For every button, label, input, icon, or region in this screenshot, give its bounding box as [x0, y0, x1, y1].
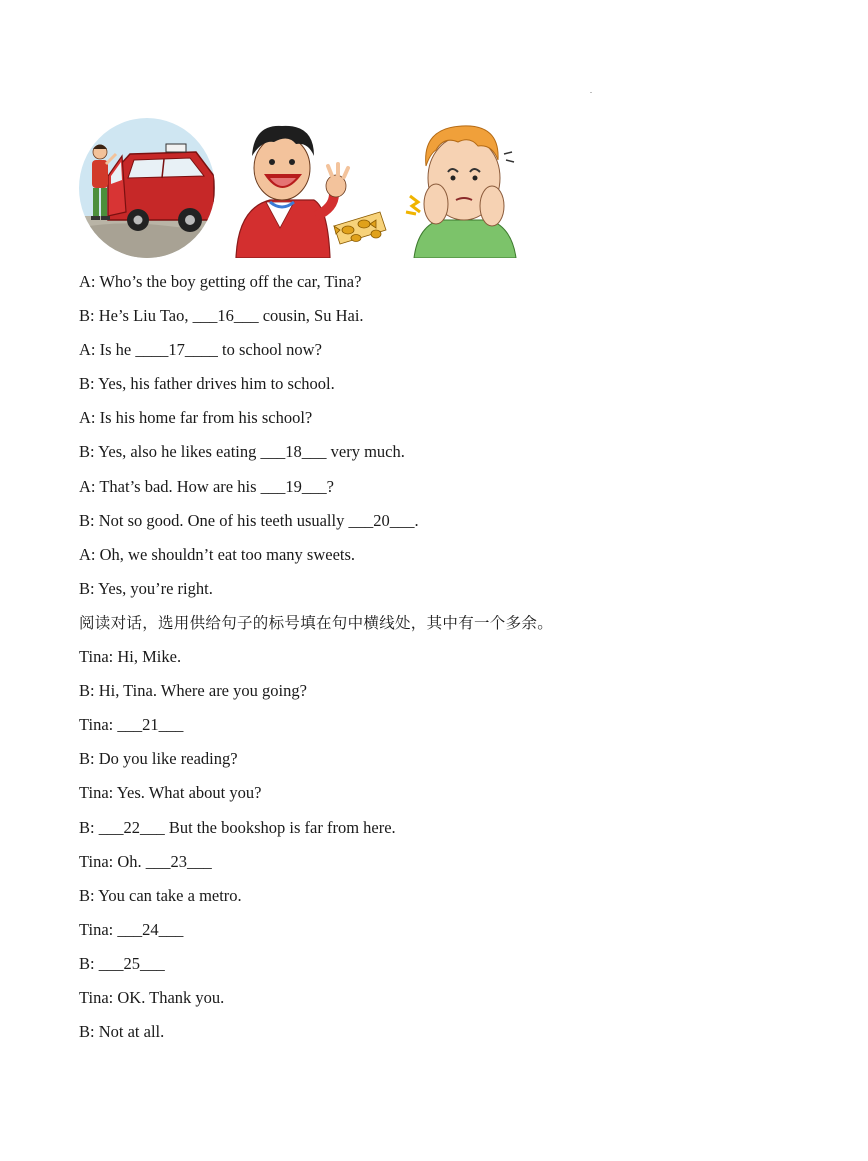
dialogue2-line-1	[79, 643, 839, 677]
dialogue1-line-10	[79, 575, 839, 609]
dialogue2-line-6	[79, 814, 839, 848]
blank-16: ___16___	[192, 306, 259, 326]
dialogue2-line-10	[79, 950, 839, 984]
dialogue2-line-11	[79, 984, 839, 1018]
dialogue2-line-2	[79, 677, 839, 711]
dialogue1-line-2	[79, 302, 839, 336]
blank-20: ___20___	[348, 510, 415, 530]
dialogue1-line-5	[79, 404, 839, 438]
taxi-scene-image	[78, 116, 216, 258]
line-text: very much.	[326, 442, 405, 462]
line-text: B: He’s Liu Tao,	[79, 306, 193, 326]
line-text: Tina:	[79, 715, 118, 735]
dialogue2-line-9	[79, 916, 839, 950]
line-text: cousin, Su Hai.	[258, 306, 364, 326]
dialogue2-line-4	[79, 745, 839, 779]
blank-22: ___22___	[98, 817, 165, 837]
line-text: B: Do you like reading?	[79, 749, 238, 769]
line-text: B: Yes, his father drives him to school.	[79, 374, 335, 394]
line-text: .	[414, 510, 419, 530]
line-text: A: Is his home far from his school?	[79, 408, 313, 428]
dialogue1-line-7	[79, 473, 839, 507]
line-text: B: You can take a metro.	[79, 885, 242, 905]
blank-17: ____17____	[135, 340, 218, 360]
blank-23: ___23___	[145, 851, 212, 871]
line-text: Tina:	[79, 919, 118, 939]
dialogue1-line-1	[79, 268, 839, 302]
blank-24: ___24___	[117, 919, 184, 939]
line-text: B: Not at all.	[79, 1022, 165, 1042]
dialogue1-line-6	[79, 438, 839, 472]
dialogue1-line-3	[79, 336, 839, 370]
blank-25: ___25___	[98, 953, 165, 973]
line-text: But the bookshop is far from here.	[164, 817, 396, 837]
dialogue1-line-8	[79, 507, 839, 541]
dialogue2-line-3	[79, 711, 839, 745]
line-text: Tina: Hi, Mike.	[79, 647, 182, 667]
line-text: B:	[79, 953, 99, 973]
line-text: to school now?	[217, 340, 322, 360]
dialogue2-line-12	[79, 1018, 839, 1052]
toothache-scene-image	[400, 116, 528, 258]
line-text: Tina: Oh.	[79, 851, 146, 871]
dialogue-text	[79, 268, 839, 1052]
line-text: A: Who’s the boy getting off the car, Tina?	[79, 272, 362, 291]
corner-mark: .	[590, 86, 592, 95]
line-text: B: Yes, also he likes eating	[79, 442, 261, 462]
line-text: A: That’s bad. How are his	[79, 476, 261, 496]
line-text: ?	[326, 476, 334, 496]
line-text: Tina: OK. Thank you.	[79, 987, 225, 1007]
line-text: B: Not so good. One of his teeth usually	[79, 510, 349, 530]
illustration-strip	[78, 116, 528, 258]
sweets-scene-image	[230, 116, 390, 258]
line-text: B: Hi, Tina. Where are you going?	[79, 681, 307, 701]
blank-18: ___18___	[260, 442, 327, 462]
line-text: A: Oh, we shouldn’t eat too many sweets.	[79, 544, 356, 564]
line-text: B: Yes, you’re right.	[79, 578, 213, 598]
dialogue2-line-8	[79, 882, 839, 916]
blank-19: ___19___	[260, 476, 327, 496]
line-text: B:	[79, 817, 99, 837]
blank-21: ___21___	[117, 715, 184, 735]
dialogue1-line-4	[79, 370, 839, 404]
line-text: A: Is he	[79, 340, 136, 360]
dialogue1-line-9	[79, 541, 839, 575]
line-text: Tina: Yes. What about you?	[79, 783, 262, 803]
dialogue2-line-5	[79, 779, 839, 813]
section-instruction: 阅读对话，选用供给句子的标号填在句中横线处，其中有一个多余。	[79, 613, 554, 632]
dialogue2-line-7	[79, 848, 839, 882]
